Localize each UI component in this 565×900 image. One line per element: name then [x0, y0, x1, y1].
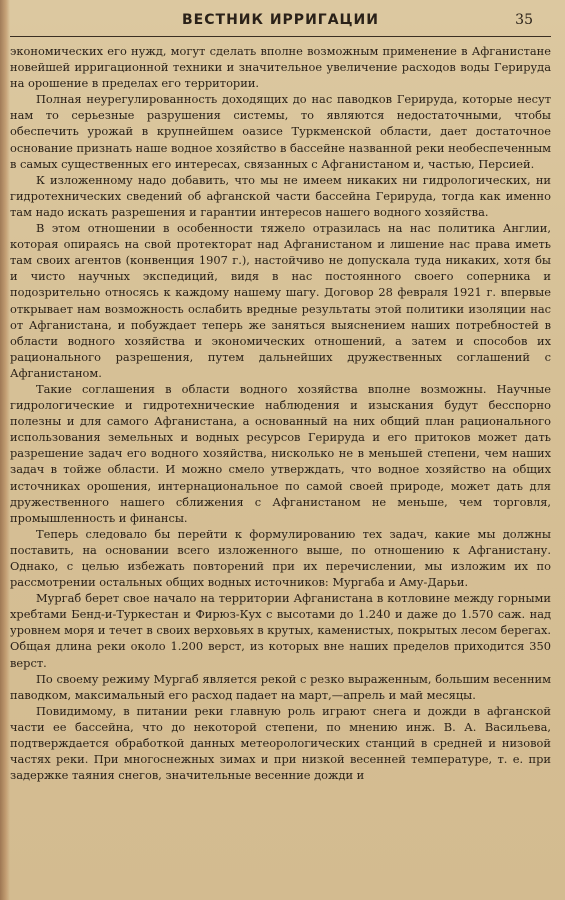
article-body — [10, 43, 551, 783]
paragraph: Мургаб берет свое начало на территории Афганистана в котловине между горными хребтами Бенд-и-Туркестан и Фирюз-Кух с высотами до 1.240 и даже до 1.570 саж. над уровнем моря и течет в своих верховьях в крутых, каменистых, покрытых лесом берегах. Общая длина реки около 1.200 верст, из которых вне наших пределов приходится 350 верст. — [10, 591, 551, 670]
paragraph: К изложенному надо добавить, что мы не имеем никаких ни гидрологических, ни гидротехнических сведений об афганской части бассейна Герируда, тогда как именно там надо искать разрешения и гарантии интересов нашего водного хозяйства. — [10, 172, 551, 219]
running-head — [10, 10, 551, 37]
paragraph: По своему режиму Мургаб является рекой с резко выраженным, большим весенним паводком, максимальный его расход падает на март,—апрель и май месяцы. — [10, 671, 551, 702]
paragraph: Полная неурегулированность доходящих до нас паводков Герируда, которые несут нам то серьезные разрушения системы, то являются недостаточными, чтобы обеспечить урожай в крупнейшем оазисе Туркменской области, дает достаточное основание признать наше водное хозяйство в бассейне названной реки необеспеченным в самых существенных его интересах, связанных с Афганистаном и, частью, Персией. — [10, 92, 551, 171]
paragraph: Такие соглашения в области водного хозяйства вполне возможны. Научные гидрологические и гидротехнические наблюдения и изыскания будут бесспорно полезны и для самого Афганистана, а основанный на них общий план рационального использования земельных и водных ресурсов Герируда и его притоков может дать разрешение задач его водного хозяйства, нисколько не в меньшей степени, чем наших задач в тойже области. И можно смело утверждать, что водное хозяйство на общих источниках орошения, интернациональное по самой своей природе, может дать для дружественного нашего сближения с Афганистаном не меньше, чем торговля, промышленность и финансы. — [10, 381, 551, 525]
page-number: 35 — [515, 12, 533, 28]
journal-title: ВЕСТНИК ИРРИГАЦИИ — [182, 12, 379, 28]
paragraph-continuation: экономических его нужд, могут сделать вполне возможным применение в Афганистане новейшей ирригационной техники и значительное увеличение расходов воды Герируда на орошение в пределах его территории. — [10, 44, 551, 91]
paragraph: Повидимому, в питании реки главную роль играют снега и дожди в афганской части ее бассейна, что до некоторой степени, по мнению инж. В. А. Васильева, подтверждается обработкой данных метеорологических станций в средней и низовой частях реки. При многоснежных зимах и при низкой весенней температуре, т. е. при задержке таяния снегов, значительные весенние дожди и — [10, 703, 551, 783]
paragraph: В этом отношении в особенности тяжело отразилась на нас политика Англии, которая опираясь на свой протекторат над Афганистаном и лишение нас права иметь там своих агентов (конвенция 1907 г.), настойчиво не допускала туда никаких, хотя бы и чисто научных экспедиций, видя в нас постоянного своего соперника и подозрительно относясь к каждому нашему шагу. Договор 28 февраля 1921 г. впервые открывает нам возможность ослабить вредные результаты этой политики изоляции нас от Афганистана, и побуждает теперь же заняться выяснением наших потребностей в области водного хозяйства и экономических отношений, а затем и способов их рационального разрешения, путем дальнейших дружественных соглашений с Афганистаном. — [10, 221, 551, 380]
paragraph: Теперь следовало бы перейти к формулированию тех задач, какие мы должны поставить, на основании всего изложенного выше, по отношению к Афганистану. Однако, с целью избежать повторений при их перечислении, мы изложим их по рассмотрении остальных общих водных источников: Мургаба и Аму-Дарьи. — [10, 526, 551, 590]
